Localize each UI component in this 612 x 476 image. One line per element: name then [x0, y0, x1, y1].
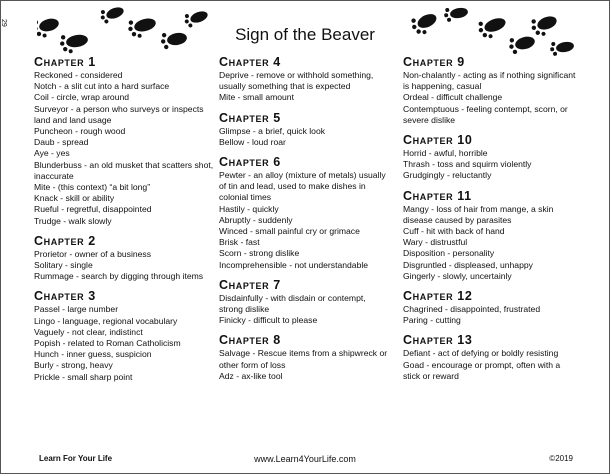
vocab-entry: Defiant - act of defying or boldly resisting	[403, 348, 559, 359]
vocab-column-3	[403, 55, 579, 389]
vocab-entry: Disgruntled - displeased, unhappy	[403, 259, 533, 270]
vocab-column-2	[219, 55, 389, 389]
vocab-entry: Deprive - remove or withhold something, usually something that is expected	[219, 70, 374, 92]
vocab-entry: Contemptuous - feeling contempt, scorn, or severe dislike	[403, 103, 568, 125]
vocab-entry: Rummage - search by digging through items	[34, 271, 204, 282]
vocab-entry: Solitary - single	[34, 260, 93, 271]
vocab-entry: Rueful - regretful, disappointed	[34, 204, 152, 215]
chapter-heading: Chapter 8	[219, 333, 281, 348]
vocab-entry: Mangy - loss of hair from mange, a skin disease caused by parasites	[403, 203, 554, 225]
chapter-heading: Chapter 6	[219, 155, 281, 170]
beaver-tracks-icon	[397, 3, 577, 59]
page-number: 29	[0, 19, 7, 27]
vocab-entry: Incomprehensible - not understandable	[219, 259, 369, 270]
chapter-heading: Chapter 5	[219, 110, 281, 125]
vocab-entry: Mite - small amount	[219, 92, 294, 103]
vocab-entry: Prickle - small sharp point	[34, 371, 133, 382]
chapter-block	[34, 55, 216, 227]
vocab-entry: Abruptly - suddenly	[219, 214, 293, 225]
chapter-block	[219, 55, 389, 104]
vocab-entry: Goad - encourage or prompt, often with a stick or reward	[403, 359, 561, 381]
vocab-entry: Gingerly - slowly, uncertainly	[403, 270, 512, 281]
vocab-entry: Burly - strong, heavy	[34, 360, 113, 371]
chapter-block	[34, 289, 216, 382]
chapter-block	[219, 278, 389, 327]
chapter-heading: Chapter 2	[34, 233, 96, 248]
beaver-tracks-icon	[37, 3, 212, 55]
vocab-entry: Bellow - loud roar	[219, 136, 286, 147]
vocab-entry: Disdainfully - with disdain or contempt, strong dislike	[219, 292, 366, 315]
chapter-block	[403, 133, 579, 182]
vocab-entry: Thrash - toss and squirm violently	[403, 159, 532, 170]
vocab-entry: Adz - ax-like tool	[219, 370, 283, 381]
vocab-entry: Notch - a slit cut into a hard surface	[34, 81, 170, 92]
vocab-entry: Salvage - Rescue items from a shipwreck or other form of loss	[219, 348, 388, 370]
chapter-heading: Chapter 10	[403, 133, 473, 148]
vocab-entry: Paring - cutting	[403, 315, 461, 326]
vocab-entry: Trudge - walk slowly	[34, 215, 112, 226]
vocab-entry: Popish - related to Roman Catholicism	[34, 338, 181, 349]
chapter-heading: Chapter 12	[403, 289, 473, 304]
chapter-heading: Chapter 4	[219, 55, 281, 69]
vocab-entry: Horrid - awful, horrible	[403, 148, 488, 159]
vocab-entry: Lingo - language, regional vocabulary	[34, 315, 178, 326]
vocab-entry: Chagrined - disappointed, frustrated	[403, 304, 541, 315]
chapter-heading: Chapter 1	[34, 55, 96, 69]
vocab-entry: Puncheon - rough wood	[34, 126, 126, 137]
vocab-entry: Prorietor - owner of a business	[34, 248, 152, 259]
vocab-entry: Knack - skill or ability	[34, 193, 115, 204]
chapter-block	[34, 234, 216, 283]
vocab-entry: Cuff - hit with back of hand	[403, 226, 505, 237]
vocab-entry: Vaguely - not clear, indistinct	[34, 326, 143, 337]
vocab-entry: Pewter - an alloy (mixture of metals) usually of tin and lead, used to make dishes in colonial times	[219, 170, 386, 203]
chapter-heading: Chapter 7	[219, 277, 281, 292]
vocab-entry: Mite - (this context) “a bit long”	[34, 182, 151, 193]
vocab-column-1	[34, 55, 216, 390]
vocab-entry: Blunderbuss - an old musket that scatters shot, inaccurate	[34, 159, 214, 181]
chapter-block	[219, 155, 389, 271]
chapter-block	[403, 189, 579, 282]
vocab-entry: Daub - spread	[34, 137, 89, 148]
vocab-entry: Wary - distrustful	[403, 237, 468, 248]
footer-brand: Learn For Your Life	[39, 454, 113, 463]
chapter-heading: Chapter 13	[403, 333, 473, 348]
vocab-entry: Scorn - strong dislike	[219, 248, 300, 259]
chapter-heading: Chapter 9	[403, 55, 465, 69]
vocab-entry: Non-chalantly - acting as if nothing significant is happening, casual	[403, 70, 576, 92]
vocab-entry: Glimpse - a brief, quick look	[219, 125, 326, 136]
vocab-entry: Hunch - inner guess, suspicion	[34, 349, 152, 360]
chapter-heading: Chapter 11	[403, 188, 472, 203]
vocab-entry: Winced - small painful cry or grimace	[219, 226, 360, 237]
footer-copyright: ©2019	[549, 454, 573, 463]
chapter-block	[403, 289, 579, 326]
vocab-entry: Reckoned - considered	[34, 70, 123, 80]
vocab-entry: Disposition - personality	[403, 248, 495, 259]
vocab-entry: Surveyor - a person who surveys or inspects land and land usage	[34, 103, 204, 125]
vocab-entry: Finicky - difficult to please	[219, 315, 318, 326]
vocab-entry: Aye - yes	[34, 148, 70, 159]
vocab-entry: Grudgingly - reluctantly	[403, 170, 492, 181]
vocab-entry: Brisk - fast	[219, 237, 260, 248]
vocab-entry: Hastily - quickly	[219, 203, 279, 214]
chapter-block	[403, 55, 579, 126]
chapter-block	[219, 333, 389, 382]
vocab-entry: Ordeal - difficult challenge	[403, 92, 503, 103]
page-title: Sign of the Beaver	[235, 25, 375, 44]
chapter-block	[219, 111, 389, 148]
chapter-heading: Chapter 3	[34, 289, 96, 304]
vocab-entry: Coil - circle, wrap around	[34, 92, 130, 103]
chapter-block	[403, 333, 579, 382]
vocab-entry: Passel - large number	[34, 304, 119, 315]
footer-website: www.Learn4YourLife.com	[254, 454, 356, 464]
